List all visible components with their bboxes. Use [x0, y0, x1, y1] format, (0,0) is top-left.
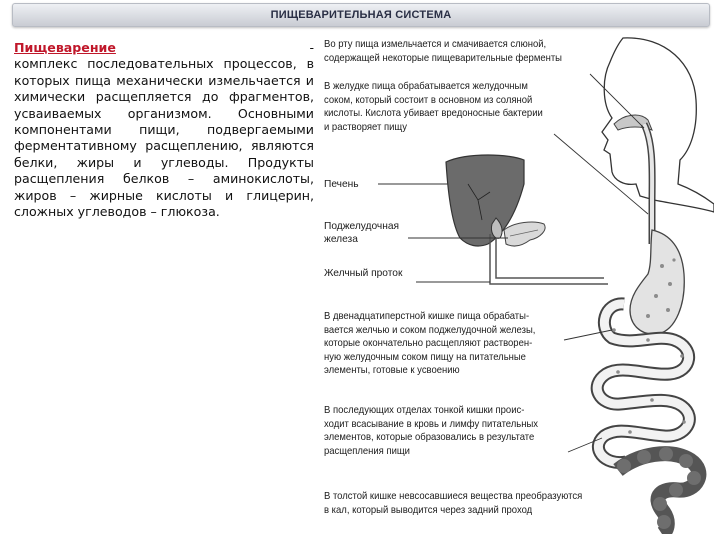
definition-head: [14, 40, 314, 56]
caption-large-intestine: В толстой кишке невсосавшиеся вещества преобразуются в кал, который выводится через задний проход: [324, 491, 583, 516]
label-bile-duct: Желчный проток: [324, 268, 403, 279]
pancreas: [504, 222, 545, 246]
definition-dash: -: [309, 40, 314, 55]
page-title: ПИЩЕВАРИТЕЛЬНАЯ СИСТЕМА: [270, 9, 452, 21]
definition-body: комплекс последовательных процессов, в которых пища механически измельчается и химически расщепляется до фрагментов, усваиваемых организмом. Основными компонентами пищи, подвергаемыми ферментативному расщеплению, являются белки, жиры и углеводы. Продукты расщепления белков – аминокислоты, жиров – жирные кислоты и глицерин, сложных углеводов – глюкоза.: [14, 56, 314, 220]
caption-duodenum: В двенадцатиперстной кишке пища обрабаты- вается желчью и соком поджелудочной железы, которые окончательно расщепляют растворен- ную желудочным соком пищу на питательные элементы, готовые к усвоению: [324, 311, 536, 377]
stomach: [630, 230, 684, 334]
label-liver: Печень: [324, 179, 359, 190]
definition-text: [14, 40, 314, 220]
definition-term: Пищеварение: [14, 40, 116, 55]
caption-stomach: В желудке пища обрабатывается желудочным соком, который состоит в основном из соляной кислоты. Кислота убивает вредоносные бактерии и растворяет пищу: [324, 81, 543, 133]
caption-mouth: Во рту пища измельчается и смачивается слюной, содержащей некоторые пищеварительные ферменты: [324, 39, 562, 64]
title-bar: [12, 3, 710, 27]
caption-small-intestine: В последующих отделах тонкой кишки проис- ходит всасывание в кровь и лимфу питательных элементов, которые образовались в результате расщепления пищи: [324, 405, 539, 457]
digestive-system-figure: [318, 34, 714, 534]
label-pancreas: Поджелудочная железа: [324, 221, 400, 245]
